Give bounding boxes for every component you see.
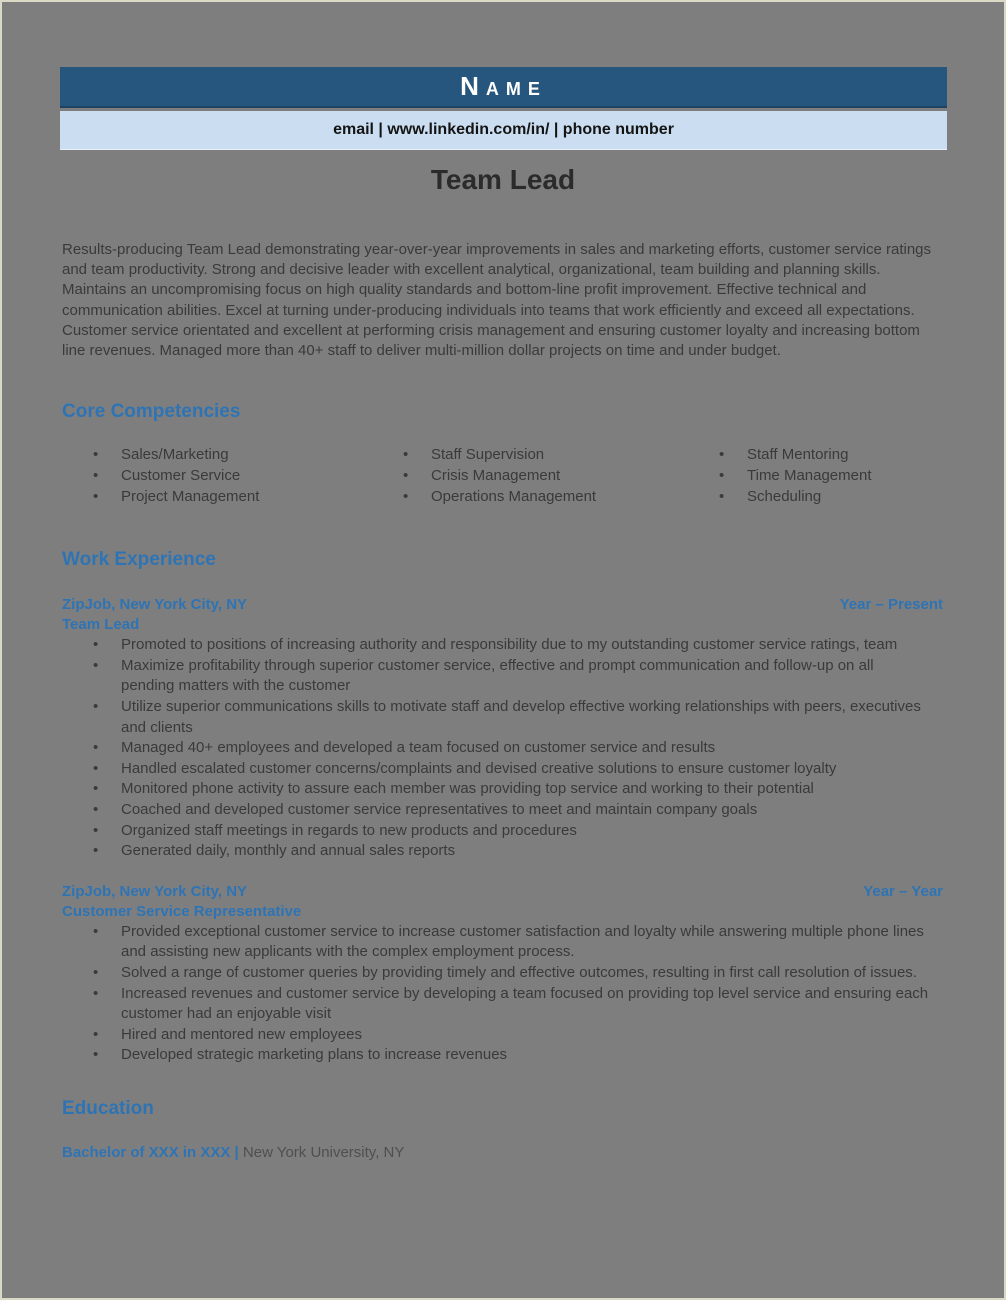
competency-item: • Crisis Management xyxy=(372,465,688,486)
job-bullet: • Maximize profitability through superior customer service, effective and prompt communication and follow-up on all pending matters with the customer xyxy=(62,656,943,697)
job-bullet: • Handled escalated customer concerns/complaints and devised creative solutions to ensure customer loyalty xyxy=(62,759,943,780)
section-heading-core-competencies: Core Competencies xyxy=(62,401,241,423)
competency-item: • Staff Mentoring xyxy=(688,444,943,465)
job-2-bullet-list xyxy=(62,922,943,1066)
contact-text: email | www.linkedin.com/in/ | phone number xyxy=(333,121,674,138)
job-bullet: • Organized staff meetings in regards to new products and procedures xyxy=(62,821,943,842)
education-entry xyxy=(62,1143,943,1163)
competency-column-3 xyxy=(688,444,943,507)
contact-banner xyxy=(60,111,947,150)
competency-item: • Project Management xyxy=(62,486,372,507)
competency-item: • Operations Management xyxy=(372,486,688,507)
job-bullet: • Increased revenues and customer service by developing a team focused on providing top level service and ensuring each customer had an enjoyable visit xyxy=(62,984,943,1025)
job-1-company: ZipJob, New York City, NY xyxy=(62,596,248,614)
name-text: Name xyxy=(460,71,547,101)
job-2-role: Customer Service Representative xyxy=(62,902,302,920)
job-1-bullet-list xyxy=(62,635,943,862)
job-2-dates: Year – Year xyxy=(863,882,943,900)
education-school: New York University, NY xyxy=(242,1143,405,1161)
education-degree: Bachelor of XXX in XXX | xyxy=(62,1143,239,1161)
job-bullet: • Monitored phone activity to assure each member was providing top service and working to their potential xyxy=(62,779,943,800)
competency-item: • Staff Supervision xyxy=(372,444,688,465)
core-competencies-grid xyxy=(62,444,943,507)
resume-body xyxy=(62,240,943,1163)
job-2-header xyxy=(62,882,943,922)
resume-job-title: Team Lead xyxy=(430,164,576,195)
job-bullet: • Developed strategic marketing plans to increase revenues xyxy=(62,1045,943,1066)
job-bullet: • Managed 40+ employees and developed a team focused on customer service and results xyxy=(62,738,943,759)
job-bullet: • Utilize superior communications skills to motivate staff and develop effective working relationships with peers, executives and clients xyxy=(62,697,943,738)
job-1-header xyxy=(62,595,943,635)
job-bullet: • Solved a range of customer queries by providing timely and effective outcomes, resulting in first call resolution of issues. xyxy=(62,963,943,984)
job-2-company: ZipJob, New York City, NY xyxy=(62,882,248,900)
section-heading-education: Education xyxy=(62,1097,154,1119)
job-bullet: • Promoted to positions of increasing authority and responsibility due to my outstanding customer service ratings, team xyxy=(62,635,943,656)
competency-column-1 xyxy=(62,444,372,507)
summary-paragraph: Results-producing Team Lead demonstrating year-over-year improvements in sales and marketing efforts, customer service ratings and team productivity. Strong and decisive leader with excellent analytical, organizational, team building and planning skills. Maintains an uncompromising focus on high quality standards and bottom-line profit improvement. Effective technical and communication abilities. Excel at turning under-producing individuals into teams that work efficiently and exceed all expectations. Customer service orientated and excellent at performing crisis management and ensuring customer loyalty and increasing bottom line revenues. Managed more than 40+ staff to deliver multi-million dollar projects on time and under budget. xyxy=(62,241,932,360)
competency-item: • Sales/Marketing xyxy=(62,444,372,465)
job-bullet: • Generated daily, monthly and annual sales reports xyxy=(62,841,943,862)
competency-column-2 xyxy=(372,444,688,507)
name-banner xyxy=(60,67,947,108)
job-1-role: Team Lead xyxy=(62,616,140,634)
job-1-dates: Year – Present xyxy=(839,596,943,614)
job-bullet: • Provided exceptional customer service to increase customer satisfaction and loyalty while answering multiple phone lines and assisting new applicants with the complex employment process. xyxy=(62,922,943,963)
competency-item: • Customer Service xyxy=(62,465,372,486)
competency-item: • Scheduling xyxy=(688,486,943,507)
competency-item: • Time Management xyxy=(688,465,943,486)
section-heading-work-experience: Work Experience xyxy=(62,549,216,571)
job-bullet: • Hired and mentored new employees xyxy=(62,1025,943,1046)
job-bullet: • Coached and developed customer service representatives to meet and maintain company goals xyxy=(62,800,943,821)
